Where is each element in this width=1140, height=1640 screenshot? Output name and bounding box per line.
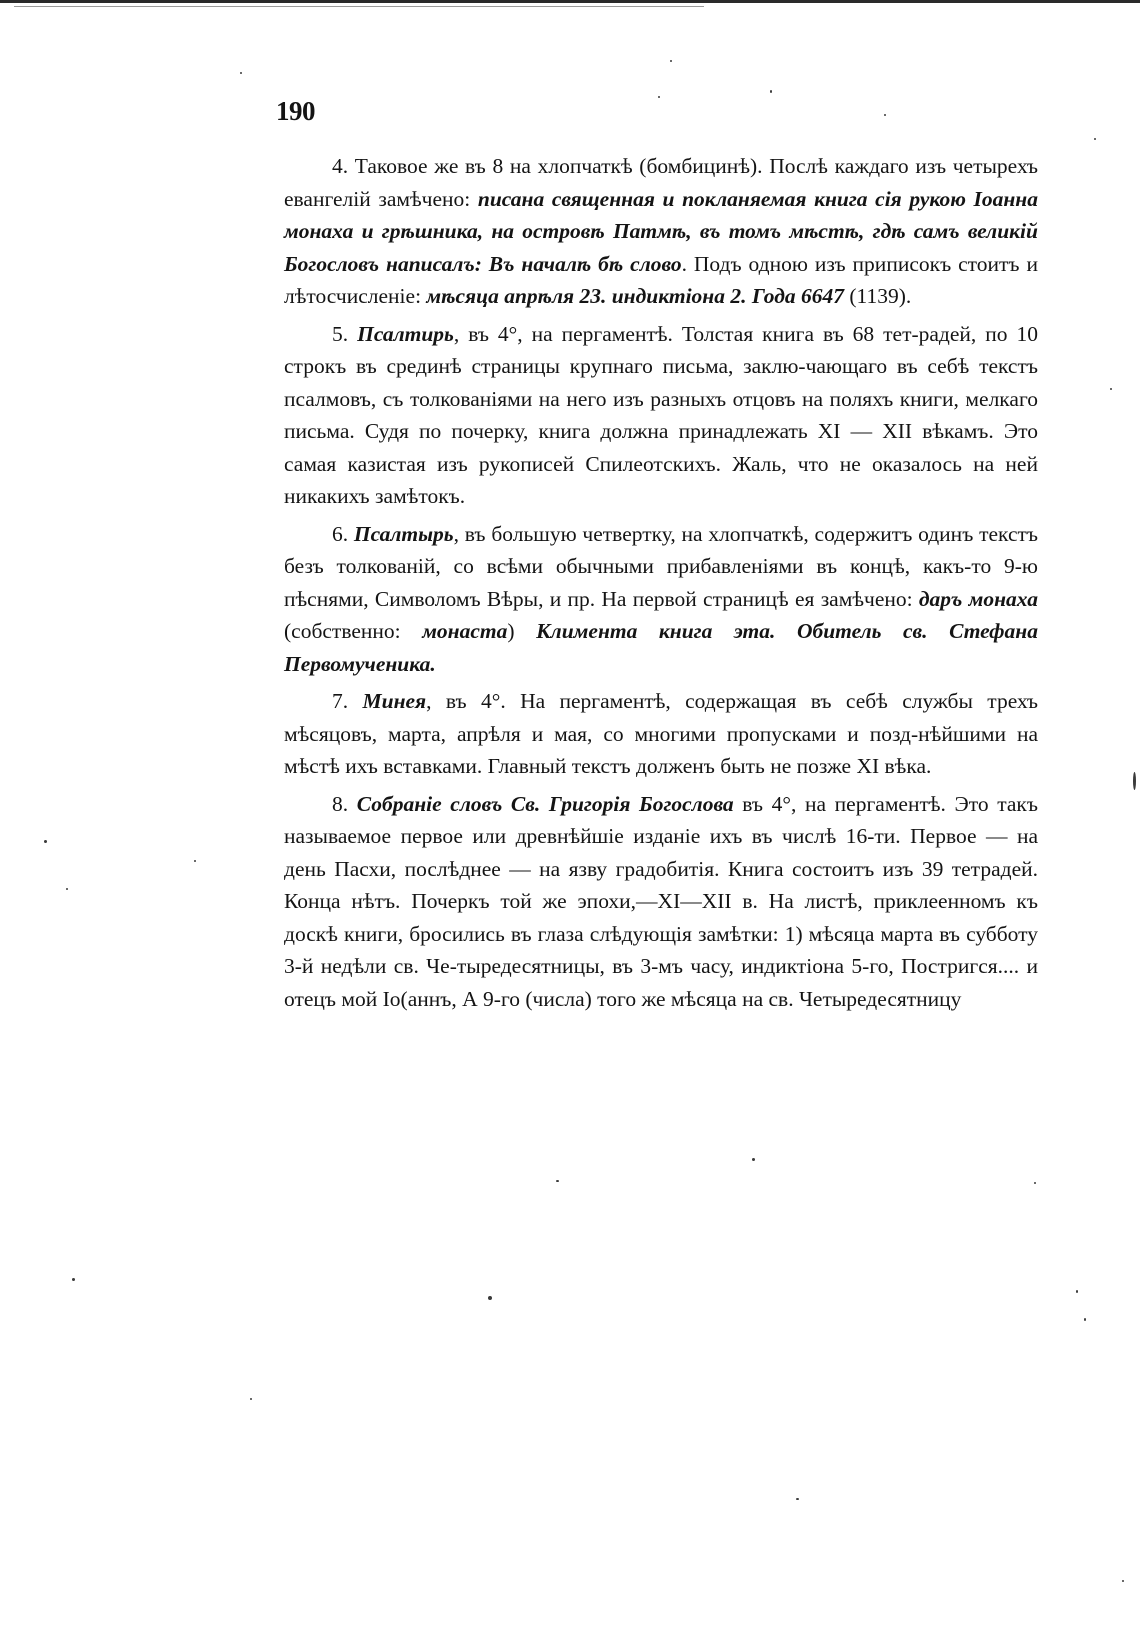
text-run: 4. Таковое же въ 8 на хлопчаткѣ (бомбицинѣ). Послѣ каждаго изъ четырехъ евангелій замѣчено: [284, 154, 1038, 211]
scan-speck [1034, 1182, 1036, 1184]
paragraph-4 [284, 150, 1038, 313]
text-run: , въ 4°, на пергаментѣ. Толстая книга въ 68 тет-радей, по 10 строкъ въ срединѣ страницы крупнаго письма, заклю-чающаго въ себѣ текстъ псалмовъ, съ толкованіями на него изъ разныхъ отцовъ на поляхъ книги, мелкаго письма. Судя по почерку, книга должна принадлежать XI — XII вѣкамъ. Это самая казистая изъ рукописей Спилеотскихъ. Жаль, что не оказалось на ней никакихъ замѣтокъ. [284, 321, 1038, 508]
italic-run: Минея [362, 689, 427, 713]
italic-run: монаста [422, 619, 508, 643]
italic-run: Псалтырь [353, 521, 454, 546]
text-run: 8. [332, 791, 357, 816]
scan-top-line [14, 6, 704, 7]
text-run: (собственно: [284, 619, 423, 643]
scan-speck [1122, 1580, 1124, 1582]
scan-speck [1133, 772, 1136, 790]
italic-run: писана священная и покланяемая книга сія рукою Іоанна монаха и грѣшника, на островѣ Патмѣ, въ томъ мѣстѣ, гдѣ самъ великій Богословъ написалъ: Въ началѣ бѣ слово [284, 186, 1038, 276]
text-run: 7. [332, 689, 363, 713]
scan-speck [1084, 1318, 1086, 1321]
text-run: , въ 4°. На пергаментѣ, содержащая въ себѣ службы трехъ мѣсяцовъ, марта, апрѣля и мая, со многими пропусками и позд-нѣйшими на мѣстѣ ихъ вставками. Главный текстъ долженъ быть не позже XI вѣка. [284, 689, 1038, 778]
scan-speck [250, 1398, 252, 1400]
scan-speck [72, 1278, 75, 1281]
text-run: . Подъ одною изъ приписокъ стоитъ и лѣтосчисленіе: [284, 251, 1038, 308]
scan-speck [44, 840, 47, 843]
scan-speck [66, 888, 68, 890]
paragraph-6 [284, 518, 1038, 681]
scan-speck [194, 860, 196, 862]
scan-speck [884, 114, 886, 116]
scan-speck [670, 60, 672, 62]
text-run: 6. [332, 521, 354, 546]
paragraph-8 [284, 788, 1038, 1016]
scan-speck [240, 72, 242, 74]
italic-run: мѣсяца апрѣля 23. индиктіона 2. Года 6647 [426, 284, 844, 308]
text-run: (1139). [844, 284, 912, 308]
scan-speck [752, 1158, 755, 1161]
italic-run: даръ монаха [918, 586, 1039, 611]
scan-speck [658, 96, 660, 98]
italic-run: Климента книга эта. Обитель св. Стефана Первомученика. [284, 619, 1038, 676]
text-run: въ 4°, на пергаментѣ. Это такъ называемое первое или древнѣйшіе изданіе ихъ въ числѣ 16-ти. Первое — на день Пасхи, послѣднее — на язву градобитія. Книга состоитъ изъ 39 тетрадей. Конца нѣтъ. Почеркъ той же эпохи,—XI—XII в. На листѣ, приклеенномъ къ доскѣ книги, бросились въ глаза слѣдующія замѣтки: 1) мѣсяца марта въ субботу 3-й недѣли св. Че-тыредесятницы, въ 3-мъ часу, индиктіона 5-го, Постригся.... и отецъ мой Іо(аннъ, А 9-го (числа) того же мѣсяца на св. Четыредесятницу [284, 791, 1038, 1011]
scan-speck [1076, 1290, 1078, 1293]
text-block [284, 150, 1038, 1020]
scan-speck [770, 90, 772, 93]
scan-speck [1094, 138, 1096, 140]
scan-speck [556, 1180, 559, 1182]
italic-run: Псалтирь [357, 321, 454, 346]
text-run: ) [507, 619, 537, 643]
paragraph-5 [284, 318, 1038, 513]
scan-speck [796, 1498, 799, 1500]
text-run: , въ большую четвертку, на хлопчаткѣ, содержитъ одинъ текстъ безъ толкованій, со всѣми обычными прибавленіями въ концѣ, какъ-то 9-ю пѣснями, Символомъ Вѣры, и пр. На первой страницѣ ея замѣчено: [284, 521, 1038, 611]
text-run: 5. [332, 321, 358, 346]
scan-speck [1110, 388, 1112, 390]
page-number: 190 [276, 96, 315, 126]
paragraph-7 [284, 685, 1038, 783]
scan-top-edge [0, 0, 1140, 3]
scan-speck [488, 1296, 492, 1300]
italic-run: Собраніе словъ Св. Григорія Богослова [356, 791, 734, 816]
